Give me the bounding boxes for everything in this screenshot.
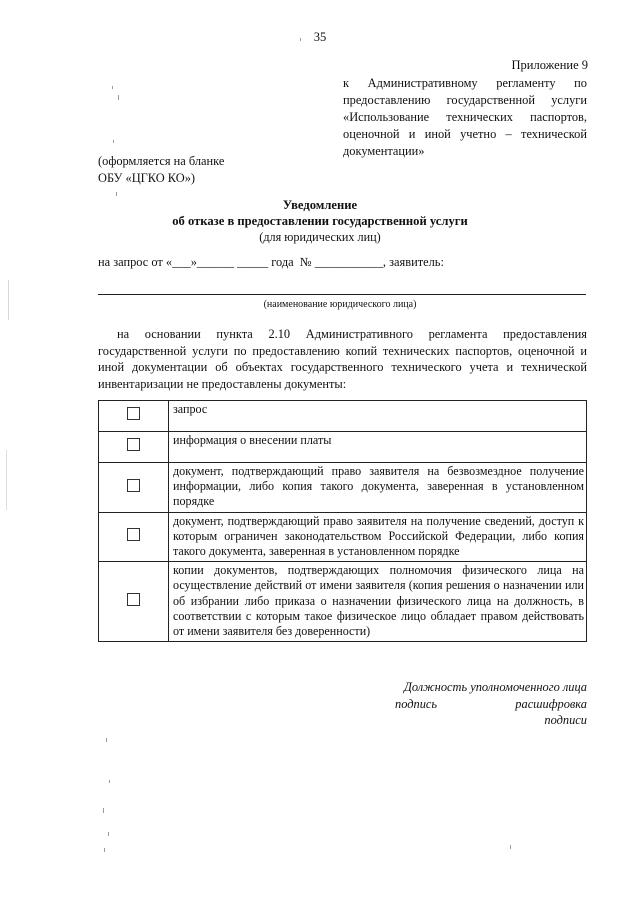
signature-row xyxy=(327,696,587,713)
document-text: запрос xyxy=(169,401,587,432)
applicant-name-caption: (наименование юридического лица) xyxy=(263,299,417,310)
document-text: документ, подтверждающий право заявителя на получение сведений, доступ к которым ограничен законодательством Российской Федерации, либо копия такого документа, заверенная в установленном порядке xyxy=(169,512,587,562)
documents-table xyxy=(98,400,587,642)
appendix-label: Приложение 9 xyxy=(511,58,588,72)
scan-speck xyxy=(510,845,511,849)
document-text: документ, подтверждающий право заявителя на безвозмездное получение информации, либо копия такого документа, заверенная в установленном порядке xyxy=(169,463,587,513)
scan-speck xyxy=(108,832,109,836)
request-line: на запрос от «___»______ _____ года № ___________, заявитель: xyxy=(98,255,444,269)
signature-decode-2: подписи xyxy=(544,713,587,727)
blank-note xyxy=(98,153,224,187)
signature-decode: расшифровка xyxy=(515,696,587,711)
scan-speck xyxy=(116,192,117,196)
checkbox[interactable] xyxy=(127,528,140,541)
checkbox-cell xyxy=(99,432,169,463)
appendix-text: к Административному регламенту по предоставлению государственной услуги «Использование технических паспортов, оценочной и иной учетно – технической документации» xyxy=(343,76,587,158)
document-text: копии документов, подтверждающих полномочия физического лица на осуществление действий от имени заявителя (копия решения о назначении или об избрании либо приказа о назначении физического лица на должность, в соответствии с которым такое физическое лицо обладает правом действовать от имени заявителя без доверенности) xyxy=(169,562,587,642)
blank-note-line2: ОБУ «ЦГКО КО») xyxy=(98,171,196,185)
table-row xyxy=(99,401,587,432)
signature-block xyxy=(327,679,587,729)
document-text: информация о внесении платы xyxy=(169,432,587,463)
scan-speck xyxy=(300,38,301,41)
scan-speck xyxy=(109,780,110,783)
checkbox[interactable] xyxy=(127,438,140,451)
checkbox-cell xyxy=(99,562,169,642)
notice-title-line3: (для юридических лиц) xyxy=(259,230,381,244)
checkbox-cell xyxy=(99,401,169,432)
page-number: 35 xyxy=(313,30,327,44)
checkbox-cell xyxy=(99,463,169,513)
blank-note-line1: (оформляется на бланке xyxy=(98,154,225,168)
notice-title xyxy=(0,197,640,245)
checkbox[interactable] xyxy=(127,479,140,492)
checkbox[interactable] xyxy=(127,407,140,420)
applicant-name-line xyxy=(98,294,586,295)
scan-speck xyxy=(6,450,7,510)
scan-speck xyxy=(106,738,107,742)
checkbox-cell xyxy=(99,512,169,562)
notice-title-line2: об отказе в предоставлении государственной услуги xyxy=(172,214,468,228)
signature-sign: подпись xyxy=(395,696,438,711)
table-row xyxy=(99,463,587,513)
scan-speck xyxy=(112,86,113,89)
basis-text: на основании пункта 2.10 Административного регламента предоставления государственной услуги по предоставлению копий технических паспортов, оценочной и иной документации об объектах государственного технического учета и технической инвентаризации не предоставлены документы: xyxy=(98,327,587,391)
table-row xyxy=(99,512,587,562)
scan-speck xyxy=(118,95,119,100)
scan-speck xyxy=(8,280,9,320)
table-row xyxy=(99,562,587,642)
checkbox[interactable] xyxy=(127,593,140,606)
table-row xyxy=(99,432,587,463)
notice-title-line1: Уведомление xyxy=(282,198,358,212)
signature-position: Должность уполномоченного лица xyxy=(403,680,587,694)
scan-speck xyxy=(113,140,114,143)
scan-speck xyxy=(104,848,105,852)
scan-speck xyxy=(103,808,104,813)
